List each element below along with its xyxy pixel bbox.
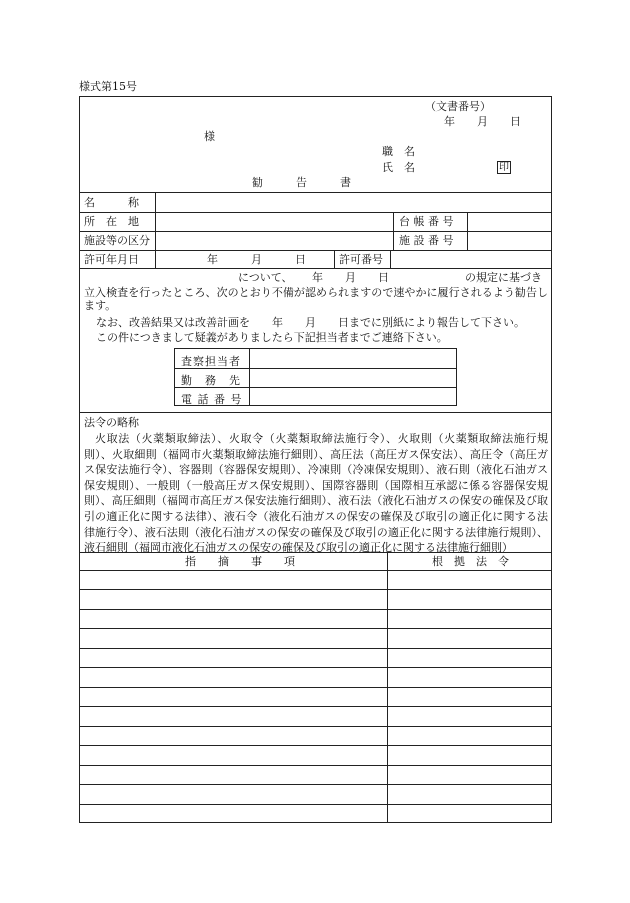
body-about: について、 — [238, 271, 293, 284]
name-label: 氏 名 — [382, 161, 415, 174]
findings-row — [79, 589, 552, 590]
findings-row — [79, 804, 552, 805]
addressee: 様 — [204, 130, 215, 143]
findings-row — [79, 784, 552, 785]
location-field-label: 所 在 地 — [84, 215, 139, 228]
findings-row — [79, 726, 552, 727]
permit-date-value: 年 月 日 — [207, 253, 306, 266]
divider — [390, 250, 391, 268]
abbreviations-heading: 法令の略称 — [84, 416, 139, 429]
form-id: 様式第15号 — [79, 80, 137, 93]
office-label: 勤 務 先 — [181, 374, 241, 387]
findings-row — [79, 667, 552, 668]
findings-row — [79, 706, 552, 707]
permit-date-label: 許可年月日 — [84, 253, 139, 266]
seal-mark: 印 — [499, 162, 509, 173]
name-field-label: 名 称 — [84, 196, 139, 209]
legal-basis-column-header: 根 拠 法 令 — [432, 555, 509, 568]
facility-class-label: 施設等の区分 — [84, 234, 150, 247]
body-paragraph-3: この件につきまして疑義がありましたら下記担当者までご連絡下さい。 — [96, 331, 448, 344]
issue-date: 年 月 日 — [444, 115, 521, 128]
divider — [467, 212, 468, 250]
divider — [79, 192, 552, 193]
body-rule: の規定に基づき — [465, 271, 542, 284]
divider — [393, 212, 394, 250]
abbreviations-text: 火取法（火薬類取締法）、火取令（火薬類取締法施行令）、火取則（火薬類取締法施行規則）、火取細則（福岡市火薬類取締法施行細則）、高圧法（高圧ガス保安法）、高圧令（高圧ガス保安法施行令）、容器則（容器保安規則）、冷凍則（冷凍保安規則）、液石則（液化石油ガス保安規則）、一般則（一般高圧ガス保安規則）、国際容器則（国際相互承認に係る容器保安規則）、高圧細則（福岡市高圧ガス保安法施行細則）、液石法（液化石油ガスの保安の確保及び取引の適正化に関する法律）、液石令（液化石油ガスの保安の確保及び取引の適正化に関する法律施行令）、液石法則（液化石油ガスの保安の確保及び取引の適正化に関する法律施行規則）、液石細則（福岡市液化石油ガスの保安の確保及び取引の適正化に関する法律施行細則） — [84, 432, 548, 555]
findings-row — [79, 628, 552, 629]
findings-row — [79, 745, 552, 746]
ledger-number-label: 台 帳 番 号 — [399, 215, 454, 228]
findings-row — [79, 648, 552, 649]
divider — [155, 192, 156, 268]
inspector-label: 査察担当者 — [181, 355, 241, 368]
divider — [79, 268, 552, 269]
body-paragraph-1: 立入検査を行ったところ、次のとおり不備が認められますので速やかに履行されるよう勧告します。 — [84, 286, 548, 312]
permit-number-label: 許可番号 — [339, 253, 383, 266]
divider — [79, 412, 552, 413]
divider — [79, 231, 552, 232]
divider — [79, 250, 552, 251]
position-label: 職 名 — [382, 145, 415, 158]
phone-label: 電 話 番 号 — [181, 393, 243, 406]
body-date: 年 月 日 — [312, 271, 389, 284]
contact-box — [174, 348, 457, 406]
findings-row — [79, 609, 552, 610]
document-title: 勧 告 書 — [252, 176, 351, 189]
divider — [79, 212, 552, 213]
findings-row — [79, 687, 552, 688]
facility-number-label: 施 設 番 号 — [399, 234, 454, 247]
divider — [334, 250, 335, 268]
divider — [79, 552, 552, 553]
findings-column-header: 指 摘 事 項 — [185, 555, 295, 568]
findings-row — [79, 765, 552, 766]
document-number: （文書番号） — [425, 100, 491, 113]
findings-row — [79, 570, 552, 571]
body-paragraph-2: なお、改善結果又は改善計画を 年 月 日までに別紙により報告して下さい。 — [96, 316, 525, 329]
